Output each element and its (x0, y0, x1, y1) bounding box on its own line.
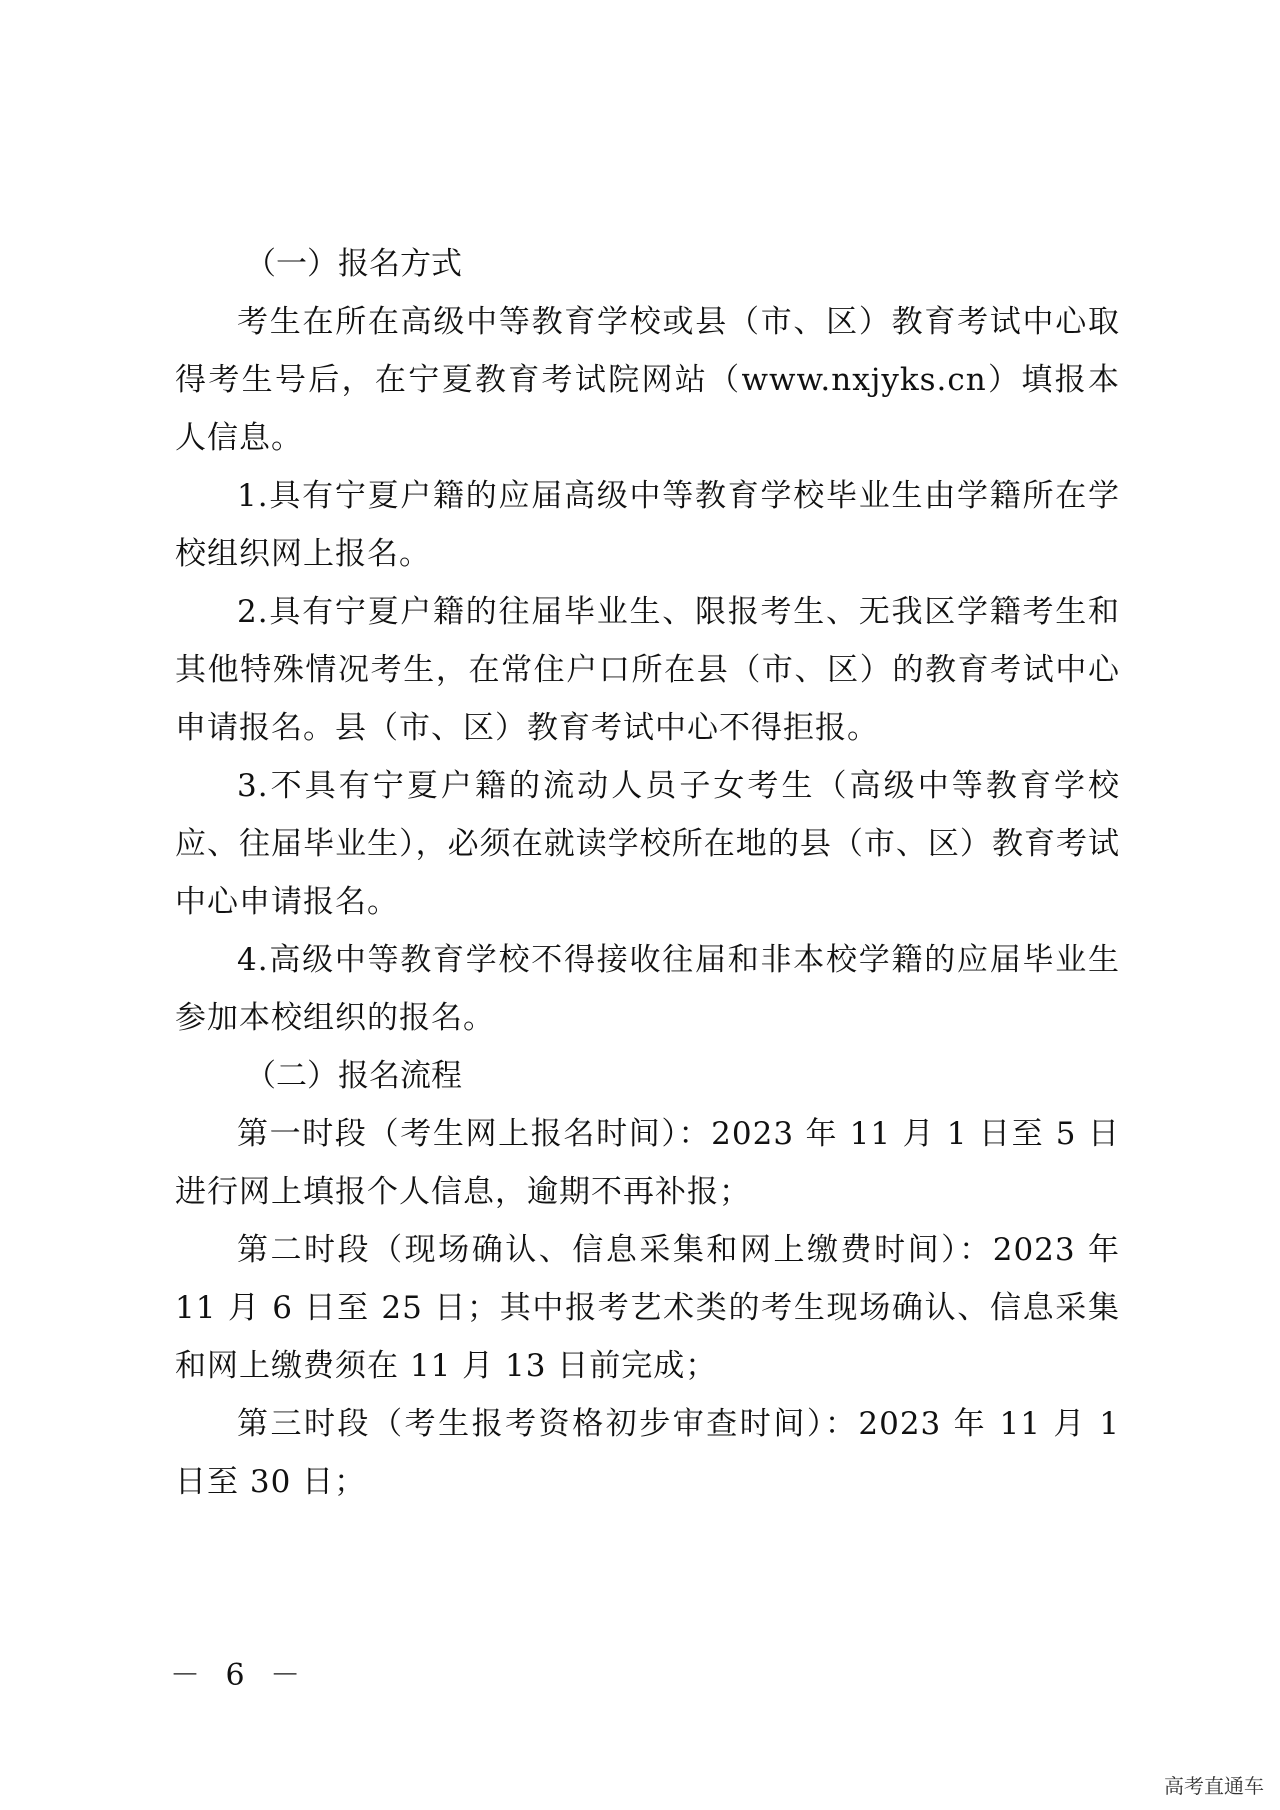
section-heading-registration-process: （二）报名流程 (245, 1058, 462, 1094)
paragraph-stage-1: 第一时段（考生网上报名时间）：2023 年 11 月 1 日至 5 日进行网上填报个人信息，逾期不再补报； (175, 1116, 1120, 1210)
paragraph-intro: 考生在所在高级中等教育学校或县（市、区）教育考试中心取得考生号后，在宁夏教育考试院网站（www.nxjyks.cn）填报本人信息。 (175, 304, 1120, 456)
page-number: － 6 － (170, 1658, 309, 1693)
paragraph-item-1: 1.具有宁夏户籍的应届高级中等教育学校毕业生由学籍所在学校组织网上报名。 (175, 478, 1120, 572)
watermark-text: 高考直通车 (1164, 1774, 1264, 1798)
document-body (175, 235, 1120, 1511)
paragraph-item-4: 4.高级中等教育学校不得接收往届和非本校学籍的应届毕业生参加本校组织的报名。 (175, 942, 1120, 1036)
paragraph-stage-2: 第二时段（现场确认、信息采集和网上缴费时间）：2023 年 11 月 6 日至 25 日；其中报考艺术类的考生现场确认、信息采集和网上缴费须在 11 月 13 日前完成； (175, 1232, 1120, 1384)
paragraph-item-2: 2.具有宁夏户籍的往届毕业生、限报考生、无我区学籍考生和其他特殊情况考生，在常住户口所在县（市、区）的教育考试中心申请报名。县（市、区）教育考试中心不得拒报。 (175, 594, 1120, 746)
section-heading-registration-method: （一）报名方式 (245, 246, 462, 282)
paragraph-stage-3: 第三时段（考生报考资格初步审查时间）：2023 年 11 月 1 日至 30 日； (175, 1406, 1120, 1500)
paragraph-item-3: 3.不具有宁夏户籍的流动人员子女考生（高级中等教育学校应、往届毕业生），必须在就读学校所在地的县（市、区）教育考试中心申请报名。 (175, 768, 1120, 920)
